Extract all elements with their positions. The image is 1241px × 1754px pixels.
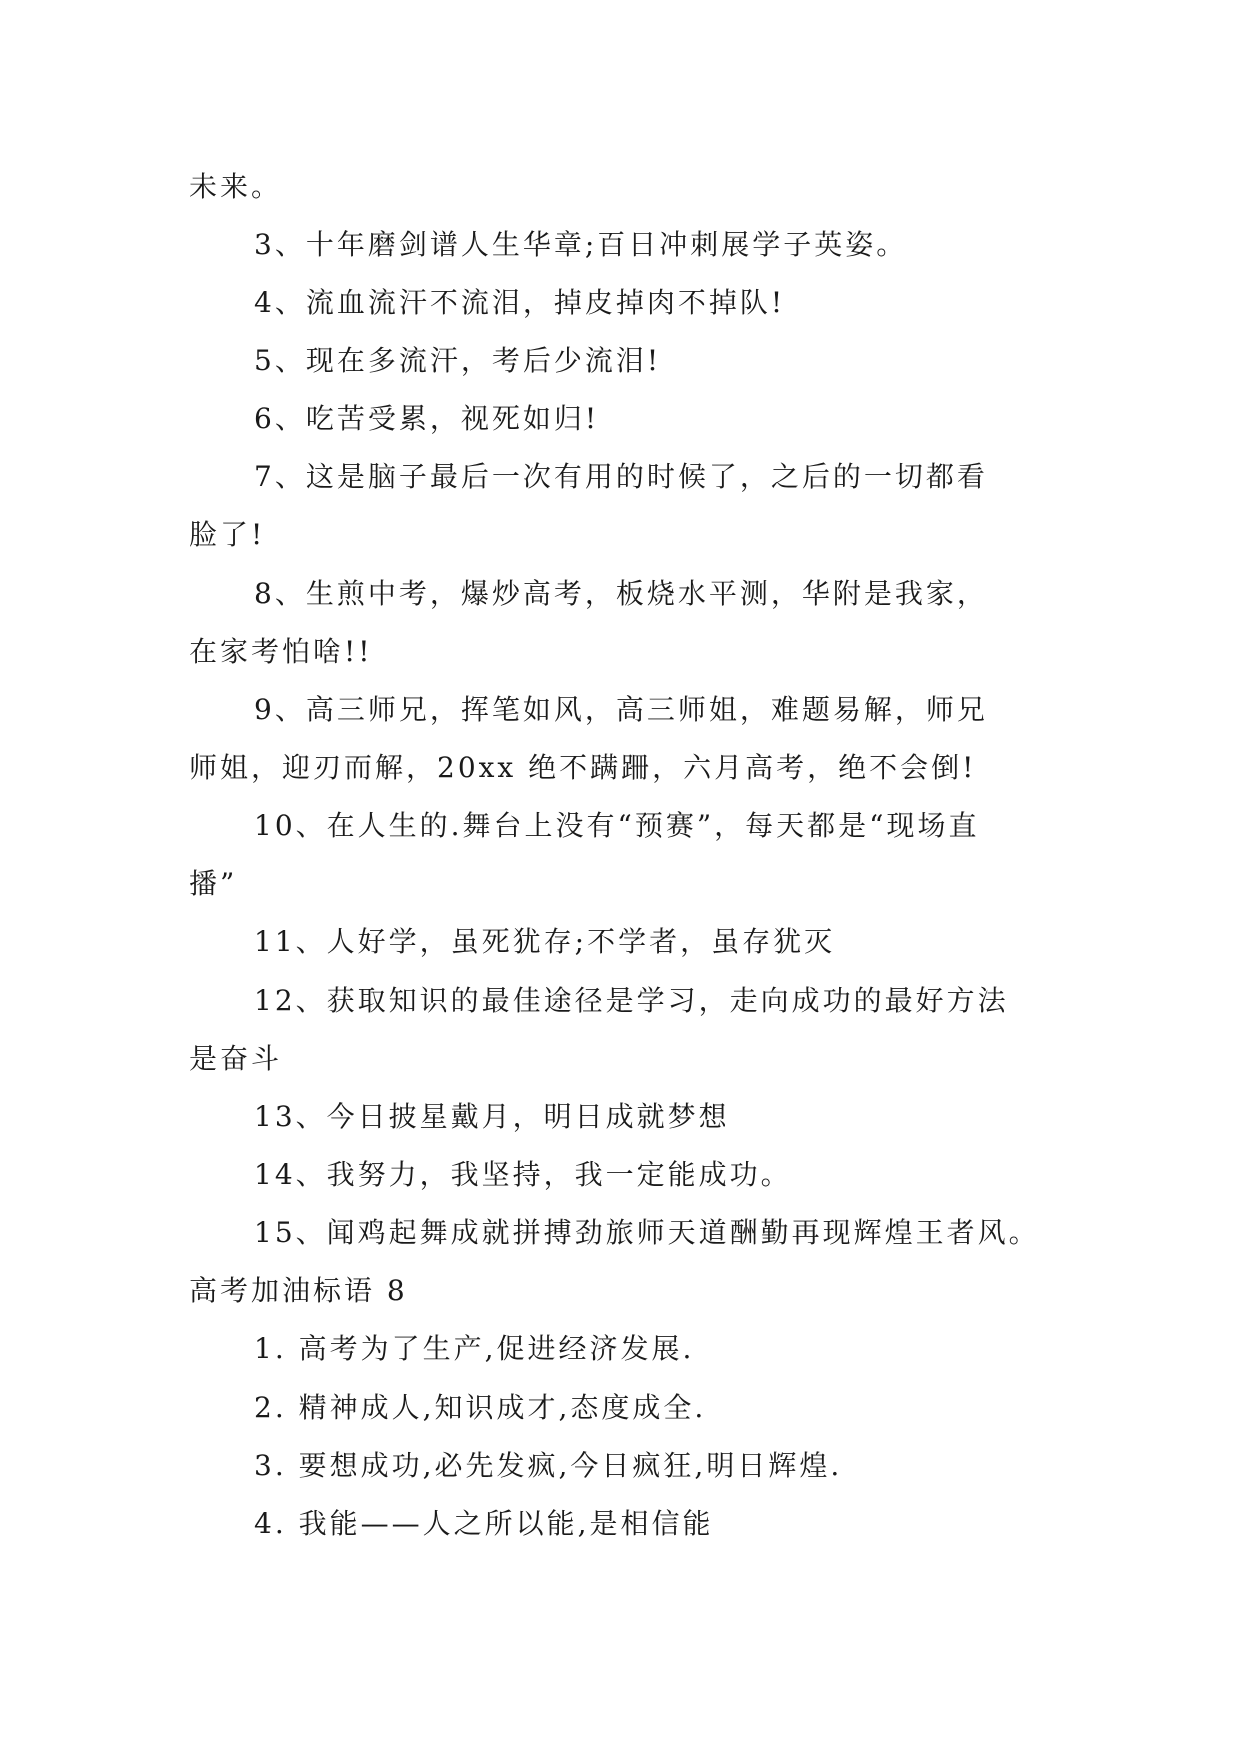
text-line: 5、现在多流汗，考后少流泪!: [254, 344, 662, 377]
text-line: 10、在人生的.舞台上没有“预赛”，每天都是“现场直: [254, 809, 980, 842]
text-line: 14、我努力，我坚持，我一定能成功。: [254, 1158, 792, 1191]
text-line: 播”: [189, 867, 238, 900]
text-line: 2. 精神成人,知识成才,态度成全.: [254, 1391, 707, 1424]
text-line: 在家考怕啥!!: [189, 635, 373, 668]
text-line: 7、这是脑子最后一次有用的时候了，之后的一切都看: [254, 460, 988, 493]
text-line: 是奋斗: [189, 1042, 283, 1075]
text-line: 15、闻鸡起舞成就拼搏劲旅师天道酬勤再现辉煌王者风。: [254, 1216, 1040, 1249]
text-line: 未来。: [189, 170, 283, 203]
text-line: 6、吃苦受累，视死如归!: [254, 402, 600, 435]
text-line: 8、生煎中考，爆炒高考，板烧水平测，华附是我家，: [254, 577, 988, 610]
text-line: 4、流血流汗不流泪，掉皮掉肉不掉队!: [254, 286, 786, 319]
text-line: 3、十年磨剑谱人生华章;百日冲刺展学子英姿。: [254, 228, 908, 261]
text-line: 1. 高考为了生产,促进经济发展.: [254, 1332, 695, 1365]
text-line: 11、人好学，虽死犹存;不学者，虽存犹灭: [254, 925, 836, 958]
text-line: 3. 要想成功,必先发疯,今日疯狂,明日辉煌.: [254, 1449, 843, 1482]
text-line: 师姐，迎刃而解，20xx 绝不蹒跚，六月高考，绝不会倒!: [189, 751, 977, 784]
text-line: 13、今日披星戴月，明日成就梦想: [254, 1100, 730, 1133]
text-line: 脸了!: [189, 518, 266, 551]
text-line: 12、获取知识的最佳途径是学习，走向成功的最好方法: [254, 984, 1009, 1017]
section-heading: 高考加油标语 8: [189, 1274, 408, 1307]
text-line: 4. 我能——人之所以能,是相信能: [254, 1507, 714, 1540]
text-line: 9、高三师兄，挥笔如风，高三师姐，难题易解，师兄: [254, 693, 988, 726]
